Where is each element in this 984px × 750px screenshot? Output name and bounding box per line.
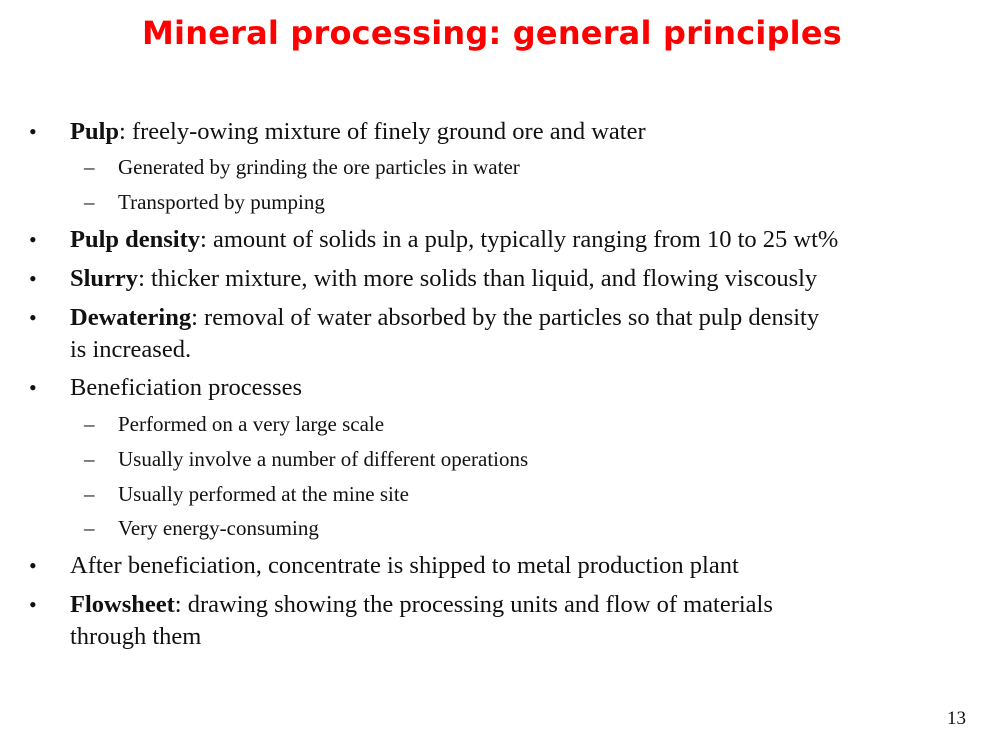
sub-item-pulp-1 xyxy=(84,153,938,181)
sub-item-text: Usually performed at the mine site xyxy=(118,482,409,506)
dash-icon: – xyxy=(84,516,95,540)
sub-item-text: Very energy-consuming xyxy=(118,516,319,540)
bullet-icon: • xyxy=(29,375,37,400)
definition-dewatering: : removal of water absorbed by the particles so that pulp density xyxy=(191,304,820,331)
bullet-slurry xyxy=(29,263,950,295)
bullet-icon: • xyxy=(29,592,37,617)
definition-dewatering-line2: is increased. xyxy=(70,336,192,363)
term-pulp: Pulp xyxy=(70,118,120,145)
bullet-dewatering xyxy=(29,302,950,366)
dash-icon: – xyxy=(84,482,95,506)
bullet-icon: • xyxy=(29,305,37,330)
definition-flowsheet-line2: through them xyxy=(70,623,202,650)
bullet-flowsheet xyxy=(29,589,950,653)
definition-pulp: : freely-owing mixture of finely ground ore and water xyxy=(119,118,646,145)
definition-pulp-density: : amount of solids in a pulp, typically ranging from 10 to 25 wt% xyxy=(200,226,839,253)
bullet-icon: • xyxy=(29,553,37,578)
bullet-pulp-density xyxy=(29,224,950,256)
term-slurry: Slurry xyxy=(70,265,139,292)
dash-icon: – xyxy=(84,190,95,214)
definition-slurry: : thicker mixture, with more solids than liquid, and flowing viscously xyxy=(138,265,818,292)
bullet-beneficiation xyxy=(29,372,950,404)
dash-icon: – xyxy=(84,447,95,471)
sub-item-pulp-2 xyxy=(84,188,938,216)
bullet-pulp xyxy=(29,116,950,148)
after-beneficiation-text: After beneficiation, concentrate is shipped to metal production plant xyxy=(70,552,739,579)
dash-icon: – xyxy=(84,155,95,179)
bullet-icon: • xyxy=(29,119,37,144)
bullet-icon: • xyxy=(29,266,37,291)
sub-item-text: Transported by pumping xyxy=(118,190,325,214)
sub-item-beneficiation-3 xyxy=(84,480,938,508)
sub-item-text: Generated by grinding the ore particles in water xyxy=(118,155,520,179)
slide-title: Mineral processing: general principles xyxy=(142,14,842,52)
term-pulp-density: Pulp density xyxy=(70,226,201,253)
term-flowsheet: Flowsheet xyxy=(70,591,175,618)
sub-item-text: Performed on a very large scale xyxy=(118,412,385,436)
beneficiation-heading: Beneficiation processes xyxy=(70,374,302,401)
sub-item-text: Usually involve a number of different operations xyxy=(118,447,529,471)
term-dewatering: Dewatering xyxy=(70,304,192,331)
page-number: 13 xyxy=(947,708,966,729)
bullet-icon: • xyxy=(29,227,37,252)
sub-item-beneficiation-4 xyxy=(84,514,938,542)
dash-icon: – xyxy=(84,412,95,436)
sub-item-beneficiation-1 xyxy=(84,410,938,438)
definition-flowsheet: : drawing showing the processing units and flow of materials xyxy=(174,591,773,618)
bullet-after-beneficiation xyxy=(29,550,950,582)
sub-item-beneficiation-2 xyxy=(84,445,938,473)
